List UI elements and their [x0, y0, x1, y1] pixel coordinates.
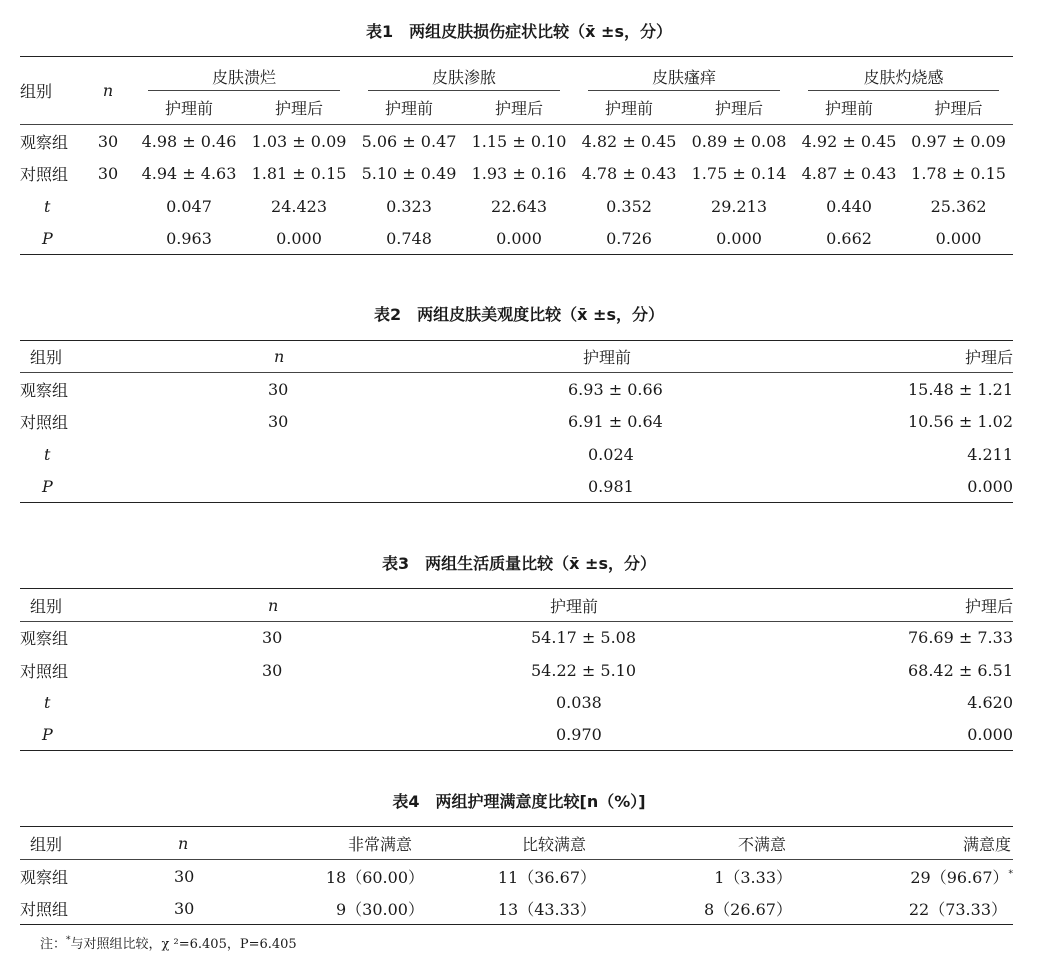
cell: 0.024 — [588, 444, 634, 464]
cell: 0.89 ± 0.08 — [691, 131, 787, 151]
table-row — [20, 223, 1013, 255]
cell: 76.69 ± 7.33 — [907, 628, 1013, 648]
table2-title: 表2 两组皮肤美观度比较（x̄ ±s，分） — [374, 305, 664, 324]
cell: 68.42 ± 6.51 — [907, 660, 1013, 680]
table-row — [20, 438, 1013, 471]
table-row — [20, 406, 1013, 438]
cell: 29.213 — [711, 196, 768, 216]
table4-header: 满意度 — [850, 827, 1013, 860]
table4-header-group: 组别 — [20, 827, 130, 860]
row-n — [82, 190, 134, 223]
cell: 5.06 ± 0.47 — [361, 131, 457, 151]
cell: 0.038 — [556, 693, 602, 712]
row-n — [200, 687, 350, 719]
table-row — [20, 190, 1013, 223]
table1-before-header: 护理前 — [574, 91, 684, 125]
cell: 22（73.33） — [908, 899, 1007, 919]
cell: 5.10 ± 0.49 — [361, 164, 457, 183]
table2-header-after: 护理后 — [855, 341, 1013, 373]
cell: 1（3.33） — [714, 867, 792, 887]
table1-symptom-header: 皮肤瘙痒 — [588, 65, 780, 91]
table1-header-group: 组别 — [20, 82, 53, 101]
cell: 54.22 ± 5.10 — [531, 660, 637, 680]
table4-header: 不满意 — [650, 827, 850, 860]
row-n: 30 — [97, 164, 119, 183]
table-row — [20, 158, 1013, 190]
cell: 0.323 — [386, 196, 432, 216]
cell: 4.82 ± 0.45 — [581, 131, 677, 151]
cell: 6.91 ± 0.64 — [568, 412, 663, 431]
cell: 4.87 ± 0.43 — [801, 164, 897, 183]
cell: 6.93 ± 0.66 — [568, 379, 663, 399]
row-label: P — [42, 724, 53, 744]
table-row — [20, 373, 1013, 406]
table-row — [20, 471, 1013, 503]
table-row — [20, 654, 1013, 687]
cell: 1.15 ± 0.10 — [471, 131, 567, 151]
cell: 22.643 — [491, 196, 548, 216]
cell: 0.440 — [826, 196, 872, 216]
table4-header: 非常满意 — [270, 827, 450, 860]
table4 — [20, 826, 1013, 925]
cell: 15.48 ± 1.21 — [907, 379, 1013, 399]
cell: 24.423 — [271, 196, 327, 216]
table2-header-group: 组别 — [20, 341, 200, 373]
cell: 1.03 ± 0.09 — [251, 131, 347, 151]
row-n — [200, 471, 350, 503]
table2 — [20, 340, 1013, 503]
cell: 13（43.33） — [497, 899, 596, 919]
footnote-mark: * — [1008, 869, 1013, 880]
table2-header-n: n — [200, 341, 350, 373]
row-label: 对照组 — [20, 899, 69, 919]
cell: 9（30.00） — [336, 899, 424, 919]
table2-header-before: 护理前 — [350, 341, 855, 373]
row-label: 观察组 — [20, 629, 69, 649]
table1-symptom-header: 皮肤溃烂 — [148, 65, 340, 91]
cell: 1.78 ± 0.15 — [911, 164, 1006, 183]
table-row — [20, 125, 1013, 158]
table3-header-group: 组别 — [20, 589, 200, 622]
table1-after-header: 护理后 — [684, 91, 794, 125]
note-mark: * — [66, 935, 71, 946]
row-label: 对照组 — [20, 661, 69, 681]
cell: 8（26.67） — [704, 899, 792, 919]
cell: 0.000 — [935, 228, 982, 248]
row-n: 30 — [262, 628, 283, 648]
cell: 0.000 — [496, 228, 542, 248]
table3-title: 表3 两组生活质量比较（x̄ ±s，分） — [382, 554, 656, 573]
cell: 11（36.67） — [497, 867, 596, 887]
table1-before-header: 护理前 — [354, 91, 464, 125]
cell: 1.75 ± 0.14 — [691, 164, 787, 183]
cell: 18（60.00） — [325, 867, 424, 887]
table3-header-n: n — [200, 589, 350, 622]
cell: 4.92 ± 0.45 — [801, 131, 897, 151]
cell: 0.047 — [166, 196, 212, 216]
table3-header-before: 护理前 — [350, 589, 855, 622]
cell: 0.352 — [606, 196, 652, 216]
row-label: 观察组 — [20, 867, 69, 887]
cell: 25.362 — [930, 196, 987, 216]
row-label: 观察组 — [20, 380, 69, 400]
cell: 4.78 ± 0.43 — [581, 164, 677, 183]
note-prefix: 注： — [40, 937, 67, 952]
row-label: P — [42, 476, 53, 496]
cell: 0.726 — [606, 228, 652, 248]
table1-after-header: 护理后 — [244, 91, 354, 125]
cell: 0.000 — [276, 228, 322, 248]
row-label: t — [44, 196, 51, 216]
table-row — [20, 719, 1013, 751]
table4-title: 表4 两组护理满意度比较[n（%）] — [392, 792, 646, 811]
row-n: 30 — [174, 898, 195, 918]
table4-footnote — [40, 933, 297, 952]
row-label: 观察组 — [20, 132, 69, 152]
row-n: 30 — [262, 660, 283, 680]
cell: 10.56 ± 1.02 — [907, 412, 1013, 431]
table3-header-after: 护理后 — [855, 589, 1013, 622]
cell: 1.81 ± 0.15 — [251, 164, 347, 183]
row-label: P — [42, 228, 53, 248]
row-n: 30 — [268, 412, 289, 431]
cell: 0.981 — [588, 476, 634, 496]
table4-header-n: n — [130, 827, 270, 860]
table-row — [20, 893, 1013, 925]
cell: 4.98 ± 0.46 — [141, 131, 237, 151]
cell: 4.94 ± 4.63 — [141, 164, 237, 183]
row-label: 对照组 — [20, 165, 69, 184]
cell: 0.748 — [386, 228, 432, 248]
note-text: 与对照组比较，χ ²=6.405，P=6.405 — [70, 937, 297, 952]
table1 — [20, 56, 1013, 255]
row-n — [200, 438, 350, 471]
row-n: 30 — [174, 866, 195, 886]
row-n: 30 — [268, 379, 289, 399]
cell: 0.97 ± 0.09 — [911, 131, 1006, 151]
cell: 54.17 ± 5.08 — [531, 628, 637, 648]
table-row — [20, 687, 1013, 719]
table1-symptom-header: 皮肤灼烧感 — [808, 65, 999, 91]
row-label: 对照组 — [20, 413, 69, 432]
row-n — [200, 719, 350, 751]
table1-after-header: 护理后 — [464, 91, 574, 125]
cell: 4.211 — [967, 444, 1013, 464]
cell: 0.970 — [556, 724, 602, 744]
row-label: t — [44, 693, 51, 712]
table1-after-header: 护理后 — [904, 91, 1013, 125]
table1-header-n: n — [102, 81, 114, 100]
cell: 0.000 — [716, 228, 762, 248]
table-row — [20, 622, 1013, 654]
cell: 4.620 — [967, 693, 1013, 712]
table3 — [20, 588, 1013, 751]
table1-title: 表1 两组皮肤损伤症状比较（x̄ ±s，分） — [366, 22, 672, 41]
cell: 0.000 — [967, 476, 1013, 496]
cell: 1.93 ± 0.16 — [471, 164, 567, 183]
row-n: 30 — [97, 131, 119, 151]
cell: 0.000 — [967, 724, 1013, 744]
table-row — [20, 860, 1013, 893]
cell: 0.662 — [826, 228, 872, 248]
table4-header: 比较满意 — [450, 827, 650, 860]
table1-before-header: 护理前 — [794, 91, 904, 125]
table1-before-header: 护理前 — [134, 91, 244, 125]
cell-satisfaction: 29（96.67）* — [910, 867, 1013, 887]
row-label: t — [44, 444, 51, 464]
row-n — [82, 223, 134, 255]
cell: 0.963 — [166, 228, 212, 248]
table1-symptom-header: 皮肤渗脓 — [368, 65, 560, 91]
